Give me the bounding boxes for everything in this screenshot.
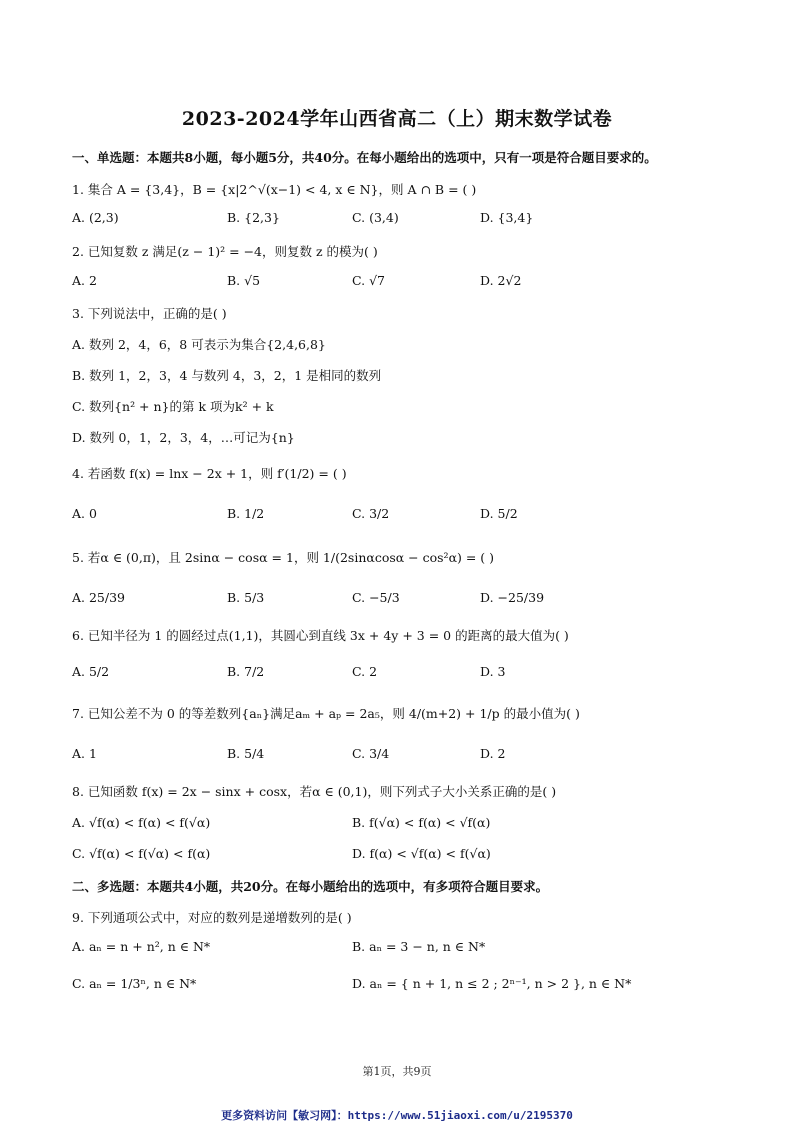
question-2-options <box>72 273 732 297</box>
question-6-stem: 6. 已知半径为 1 的圆经过点(1,1)，其圆心到直线 3x + 4y + 3 = 0 的距离的最大值为( ) <box>72 628 569 643</box>
q9-option-b: B. aₙ = 3 − n, n ∈ N* <box>352 939 486 954</box>
question-2-stem: 2. 已知复数 z 满足(z − 1)² = −4，则复数 z 的模为( ) <box>72 244 378 259</box>
q9-option-c: C. aₙ = 1/3ⁿ, n ∈ N* <box>72 976 197 991</box>
q4-option-c: C. 3/2 <box>352 506 390 521</box>
q6-option-d: D. 3 <box>480 664 506 679</box>
question-6-options <box>72 664 732 688</box>
section-single-choice-heading: 一、单选题：本题共8小题，每小题5分，共40分。在每小题给出的选项中，只有一项是符合题目要求的。 <box>72 150 657 165</box>
section-multi-choice-heading: 二、多选题：本题共4小题，共20分。在每小题给出的选项中，有多项符合题目要求。 <box>72 879 549 894</box>
question-1-stem: 1. 集合 A = {3,4}，B = {x|2^√(x−1) < 4, x ∈ N}，则 A ∩ B = ( ) <box>72 182 477 197</box>
q9-option-d: D. aₙ = { n + 1, n ≤ 2 ; 2ⁿ⁻¹, n > 2 }, n ∈ N* <box>352 976 632 991</box>
q7-option-c: C. 3/4 <box>352 746 390 761</box>
q8-option-b: B. f(√α) < f(α) < √f(α) <box>352 815 491 830</box>
question-1-options <box>72 210 732 234</box>
q5-option-c: C. −5/3 <box>352 590 400 605</box>
q3-option-c: C. 数列{n² + n}的第 k 项为k² + k <box>72 399 274 414</box>
q3-option-b: B. 数列 1，2，3，4 与数列 4，3，2，1 是相同的数列 <box>72 368 382 383</box>
q1-option-c: C. (3,4) <box>352 210 399 225</box>
q3-option-d: D. 数列 0，1，2，3，4，…可记为{n} <box>72 430 295 445</box>
question-4-options <box>72 506 732 530</box>
q7-option-d: D. 2 <box>480 746 506 761</box>
q8-option-d: D. f(α) < √f(α) < f(√α) <box>352 846 491 861</box>
q3-option-a: A. 数列 2，4，6，8 可表示为集合{2,4,6,8} <box>72 337 326 352</box>
question-5-options <box>72 590 732 614</box>
q1-option-a: A. (2,3) <box>72 210 119 225</box>
q5-option-a: A. 25/39 <box>72 590 125 605</box>
q7-option-a: A. 1 <box>72 746 97 761</box>
q1-option-b: B. {2,3} <box>227 210 280 225</box>
q5-option-d: D. −25/39 <box>480 590 545 605</box>
question-7-options <box>72 746 732 770</box>
page-title: 2023-2024学年山西省高二（上）期末数学试卷 <box>181 108 613 130</box>
q6-option-c: C. 2 <box>352 664 378 679</box>
question-8-options-row2 <box>72 846 732 870</box>
question-9-stem: 9. 下列通项公式中，对应的数列是递增数列的是( ) <box>72 910 352 925</box>
question-3-stem: 3. 下列说法中，正确的是( ) <box>72 306 227 321</box>
q8-option-c: C. √f(α) < f(√α) < f(α) <box>72 846 211 861</box>
q4-option-b: B. 1/2 <box>227 506 265 521</box>
page-number-footer: 第1页，共9页 <box>362 1065 432 1078</box>
q9-option-a: A. aₙ = n + n², n ∈ N* <box>72 939 211 954</box>
q2-option-a: A. 2 <box>72 273 97 288</box>
resource-link[interactable]: 更多资料访问【敏习网】：https://www.51jiaoxi.com/u/2195370 <box>221 1109 573 1122</box>
question-8-stem: 8. 已知函数 f(x) = 2x − sinx + cosx，若α ∈ (0,1)，则下列式子大小关系正确的是( ) <box>72 784 557 799</box>
q7-option-b: B. 5/4 <box>227 746 265 761</box>
q6-option-b: B. 7/2 <box>227 664 265 679</box>
q4-option-a: A. 0 <box>72 506 97 521</box>
q6-option-a: A. 5/2 <box>72 664 110 679</box>
question-5-stem: 5. 若α ∈ (0,π)，且 2sinα − cosα = 1，则 1/(2sinαcosα − cos²α) = ( ) <box>72 550 495 565</box>
question-4-stem: 4. 若函数 f(x) = lnx − 2x + 1，则 f′(1/2) = ( ) <box>72 466 347 481</box>
q5-option-b: B. 5/3 <box>227 590 265 605</box>
q2-option-d: D. 2√2 <box>480 273 522 288</box>
q4-option-d: D. 5/2 <box>480 506 518 521</box>
q2-option-c: C. √7 <box>352 273 385 288</box>
q2-option-b: B. √5 <box>227 273 261 288</box>
question-9-options-row2 <box>72 976 732 1000</box>
question-8-options-row1 <box>72 815 732 839</box>
question-7-stem: 7. 已知公差不为 0 的等差数列{aₙ}满足aₘ + aₚ = 2a₅，则 4/(m+2) + 1/p 的最小值为( ) <box>72 706 580 721</box>
q8-option-a: A. √f(α) < f(α) < f(√α) <box>72 815 211 830</box>
question-9-options-row1 <box>72 939 732 963</box>
q1-option-d: D. {3,4} <box>480 210 534 225</box>
